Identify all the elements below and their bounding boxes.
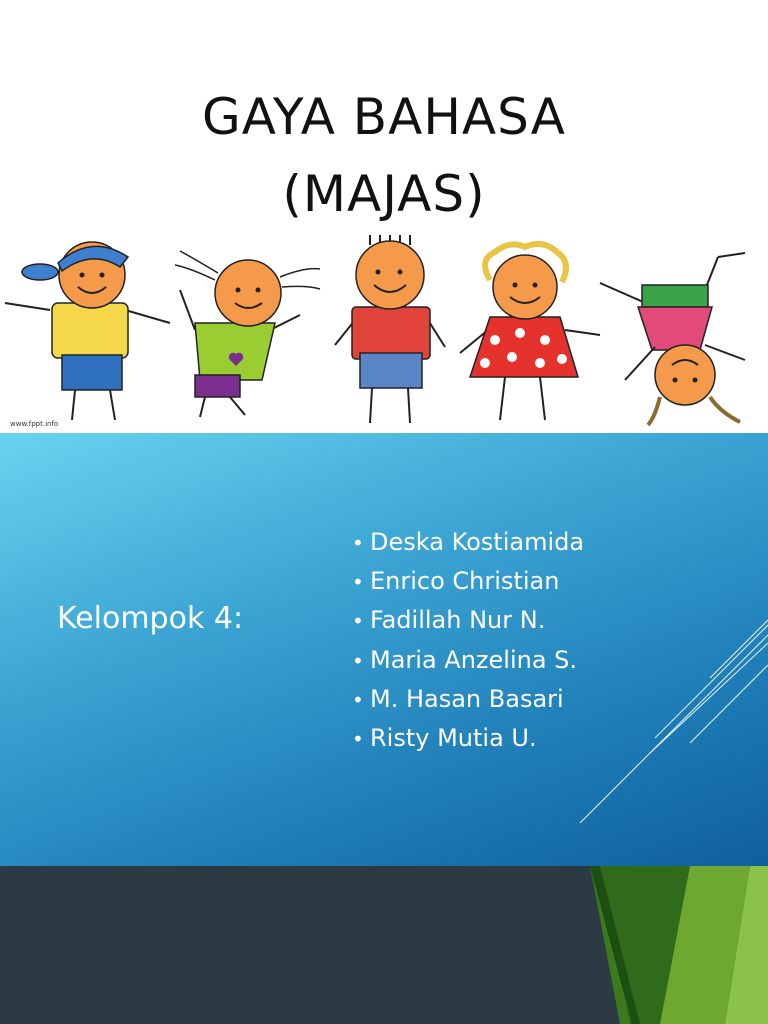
bullet-icon: •: [352, 726, 364, 751]
list-item: [352, 562, 584, 601]
slide-title-line-1: GAYA BAHASA: [201, 88, 566, 146]
kid-3-drawing: [335, 235, 445, 423]
bullet-icon: •: [352, 570, 364, 595]
member-name: Enrico Christian: [370, 567, 560, 596]
green-accent-shape: [0, 866, 768, 1024]
kid-2-drawing: [175, 251, 320, 417]
watermark-text: www.fppt.info: [10, 420, 59, 428]
member-name: M. Hasan Basari: [370, 684, 564, 713]
title-slide: [0, 0, 768, 433]
member-name: Deska Kostiamida: [370, 528, 585, 556]
bullet-icon: •: [352, 609, 364, 634]
list-item: [352, 719, 584, 758]
member-list: [352, 523, 584, 758]
list-item: [352, 523, 584, 562]
dark-slide: [0, 866, 768, 1024]
slide-title-line-2: (MAJAS): [282, 165, 486, 223]
kid-1-drawing: [5, 242, 170, 420]
members-slide: [0, 433, 768, 866]
group-label: Kelompok 4:: [57, 601, 244, 636]
member-name: Fadillah Nur N.: [370, 606, 546, 635]
list-item: [352, 641, 584, 680]
bullet-icon: •: [352, 531, 364, 555]
bullet-icon: •: [352, 687, 364, 712]
kids-illustration: [0, 235, 768, 433]
kid-4-drawing: [460, 244, 600, 420]
member-name: Risty Mutia U.: [370, 723, 537, 752]
kid-5-drawing: [600, 253, 745, 425]
bullet-icon: •: [352, 648, 364, 673]
list-item: [352, 680, 584, 719]
list-item: [352, 601, 584, 640]
member-name: Maria Anzelina S.: [370, 645, 578, 674]
